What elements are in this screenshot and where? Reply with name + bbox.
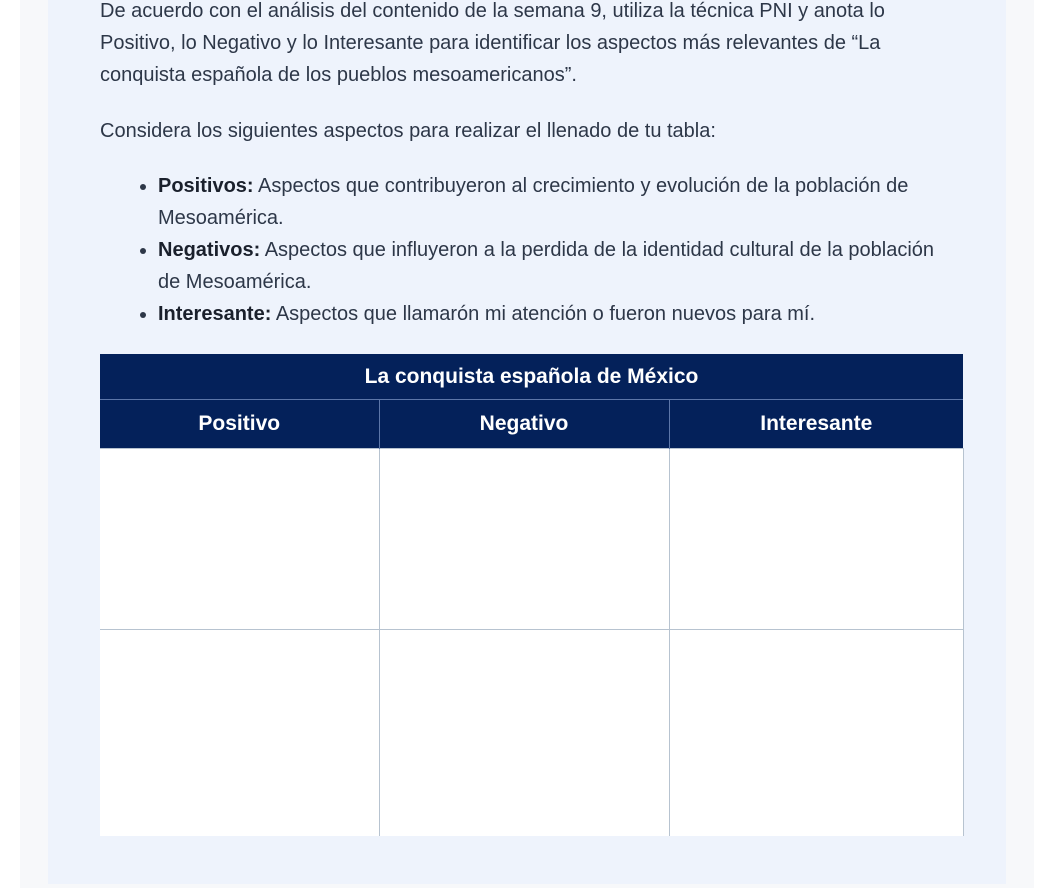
list-item-positivos <box>158 170 958 234</box>
intro-paragraph: De acuerdo con el análisis del contenido de la semana 9, utiliza la técnica PNI y anota lo Positivo, lo Negativo y lo Interesante para identificar los aspectos más relevantes de “La conquista española de los pueblos mesoamericanos”. <box>100 0 885 86</box>
cell-positivo-1[interactable] <box>100 449 379 630</box>
aspects-list <box>100 170 958 330</box>
table-title: La conquista española de México <box>100 354 963 400</box>
desc-negativos: Aspectos que influyeron a la perdida de la identidad cultural de la población de Mesoamérica. <box>158 239 935 293</box>
term-interesante: Interesante: <box>158 303 272 325</box>
term-positivos: Positivos: <box>158 175 254 197</box>
consider-paragraph: Considera los siguientes aspectos para realizar el llenado de tu tabla: <box>100 120 716 142</box>
header-negativo: Negativo <box>379 400 669 449</box>
term-negativos: Negativos: <box>158 239 261 261</box>
table-header-row <box>100 400 963 449</box>
list-item-negativos <box>158 234 958 298</box>
cell-interesante-1[interactable] <box>669 449 963 630</box>
cell-negativo-1[interactable] <box>379 449 669 630</box>
list-item-interesante <box>158 298 958 330</box>
pni-table <box>100 354 964 836</box>
desc-positivos: Aspectos que contribuyeron al crecimiento y evolución de la población de Mesoamérica. <box>158 175 909 229</box>
desc-interesante: Aspectos que llamarón mi atención o fueron nuevos para mí. <box>271 303 816 325</box>
cell-negativo-2[interactable] <box>379 630 669 837</box>
table-title-row <box>100 354 963 400</box>
table-row <box>100 449 963 630</box>
cell-positivo-2[interactable] <box>100 630 379 837</box>
header-positivo: Positivo <box>100 400 379 449</box>
table-row <box>100 630 963 837</box>
cell-interesante-2[interactable] <box>669 630 963 837</box>
header-interesante: Interesante <box>669 400 963 449</box>
